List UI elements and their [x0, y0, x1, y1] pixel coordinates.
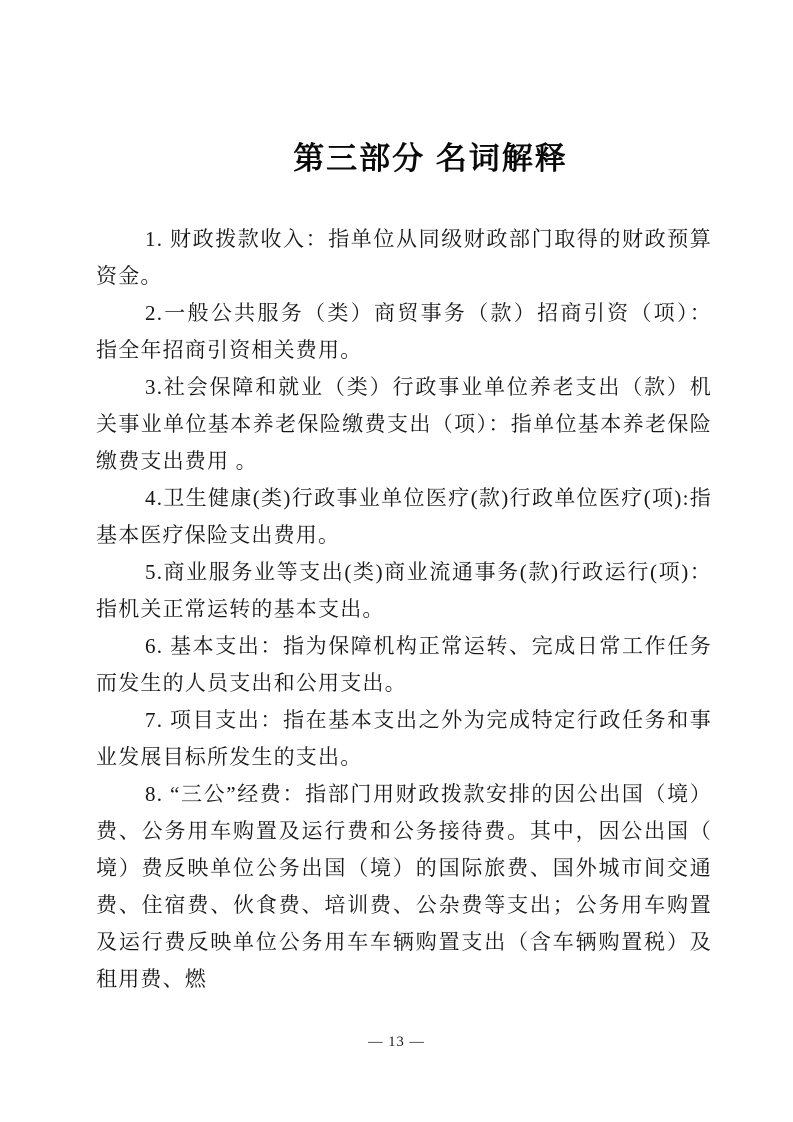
paragraph-basic-expenditure: 6. 基本支出：指为保障机构正常运转、完成日常工作任务而发生的人员支出和公用支出。 — [96, 634, 712, 695]
paragraph-fiscal-appropriation-income: 1. 财政拨款收入：指单位从同级财政部门取得的财政预算资金。 — [96, 227, 712, 288]
paragraph-social-security-employment: 3.社会保障和就业（类）行政事业单位养老支出（款）机关事业单位基本养老保险缴费支出（项）：指单位基本养老保险缴费支出费用 。 — [96, 375, 712, 473]
page-footer — [0, 1034, 793, 1051]
paragraph-three-public-funds: 8. “三公”经费：指部门用财政拨款安排的因公出国（境）费、公务用车购置及运行费和公务接待费。其中，因公出国（境）费反映单位公务出国（境）的国际旅费、国外城市间交通费、住宿费、伙食费、培训费、公杂费等支出；公务用车购置及运行费反映单位公务用车车辆购置支出（含车辆购置税）及租用费、燃 — [96, 782, 712, 991]
paragraph-project-expenditure: 7. 项目支出：指在基本支出之外为完成特定行政任务和事业发展目标所发生的支出。 — [96, 708, 712, 769]
paragraph-general-public-service: 2.一般公共服务（类）商贸事务（款）招商引资（项）： 指全年招商引资相关费用。 — [96, 301, 712, 362]
document-body — [96, 221, 712, 998]
page-title: 第三部分 名词解释 — [293, 141, 568, 176]
page-number: — 13 — — [368, 1034, 425, 1050]
paragraph-health: 4.卫生健康(类)行政事业单位医疗(款)行政单位医疗(项):指基本医疗保险支出费用。 — [96, 486, 712, 547]
paragraph-commercial-service-expenditure: 5.商业服务业等支出(类)商业流通事务(款)行政运行(项)：指机关正常运转的基本支出。 — [96, 560, 712, 621]
